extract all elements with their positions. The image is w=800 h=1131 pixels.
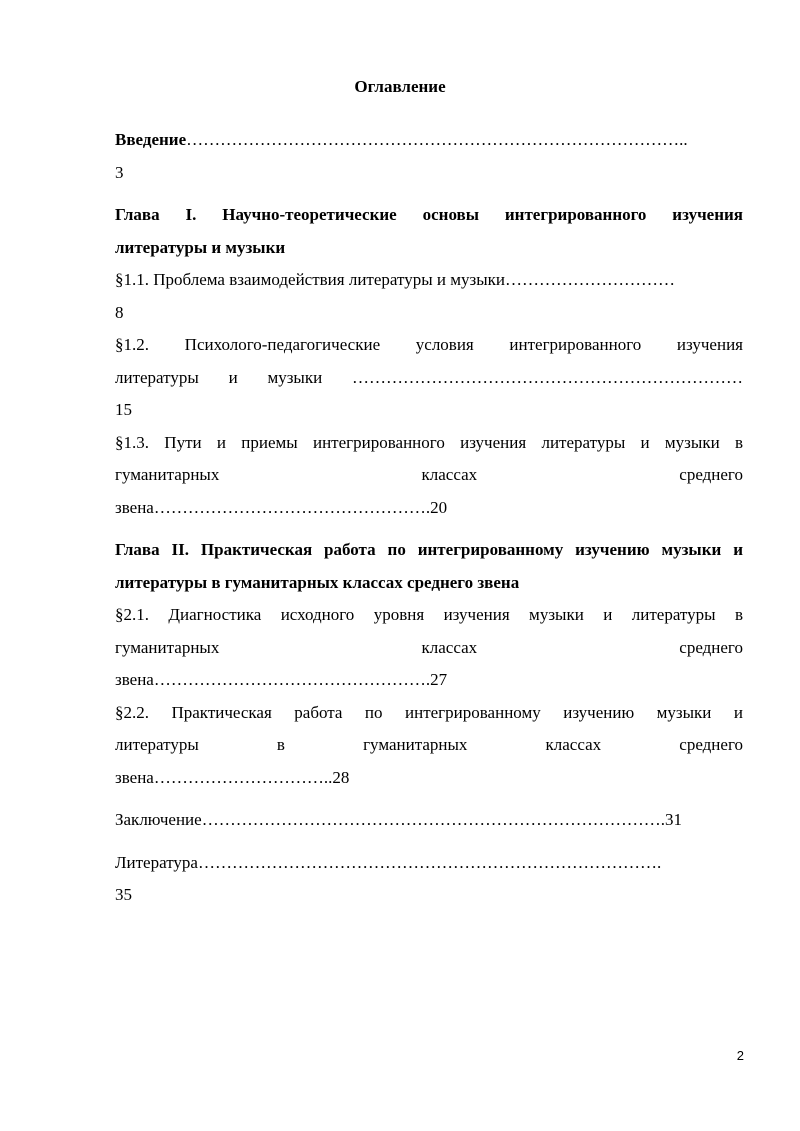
chapter2-title-line2: литературы в гуманитарных классах среднего звена	[115, 572, 520, 592]
toc-intro-leader: ……………………………………………………………………………..	[186, 130, 688, 149]
toc-intro-page: 3	[115, 162, 124, 182]
page-number: 2	[736, 1048, 744, 1063]
toc-intro-label: Введение	[115, 130, 187, 149]
spacer	[115, 189, 743, 199]
toc-entry-2-2-line2: литературы в гуманитарных классах среднего	[115, 735, 743, 754]
toc-entry-2-2-line1: §2.2. Практическая работа по интегрированному изучению музыки и	[115, 702, 743, 722]
toc-entry-intro	[115, 124, 743, 157]
toc-entry-1-1: §1.1. Проблема взаимодействия литературы и музыки…………………………	[115, 270, 675, 289]
chapter1-title-line1: Глава I. Научно-теоретические основы интегрированного изучения	[115, 205, 743, 224]
toc-entry-literature: Литература……………………………………………………………………….	[115, 852, 662, 872]
spacer	[115, 524, 743, 534]
page-title: Оглавление	[354, 77, 446, 96]
chapter1-title-line2: литературы и музыки	[115, 237, 286, 257]
toc-entry-1-3-line2: гуманитарных классах среднего	[115, 465, 743, 484]
toc-entry-1-1-page: 8	[115, 302, 124, 322]
toc-entry-2-2-line3: звена…………………………..28	[115, 767, 350, 787]
toc-entry-1-2-page: 15	[115, 400, 132, 419]
chapter2-title-line1: Глава II. Практическая работа по интегрированному изучению музыки и	[115, 540, 743, 559]
spacer	[115, 837, 743, 847]
toc-entry-literature-page: 35	[115, 885, 132, 904]
toc-entry-1-2-line2: литературы и музыки ……………………………………………………………	[115, 367, 743, 387]
table-of-contents	[115, 124, 743, 912]
toc-entry-2-1-line1: §2.1. Диагностика исходного уровня изучения музыки и литературы в	[115, 605, 743, 624]
toc-entry-conclusion: Заключение……………………………………………………………………….31	[115, 810, 682, 829]
toc-entry-2-1-line3: звена………………………………………….27	[115, 670, 448, 689]
toc-entry-1-3-line1: §1.3. Пути и приемы интегрированного изучения литературы и музыки в	[115, 432, 743, 452]
spacer	[115, 794, 743, 804]
toc-entry-1-2-line1: §1.2. Психолого-педагогические условия интегрированного изучения	[115, 335, 743, 354]
toc-entry-2-1-line2: гуманитарных классах среднего	[115, 637, 743, 657]
toc-entry-1-3-line3: звена………………………………………….20	[115, 497, 448, 517]
